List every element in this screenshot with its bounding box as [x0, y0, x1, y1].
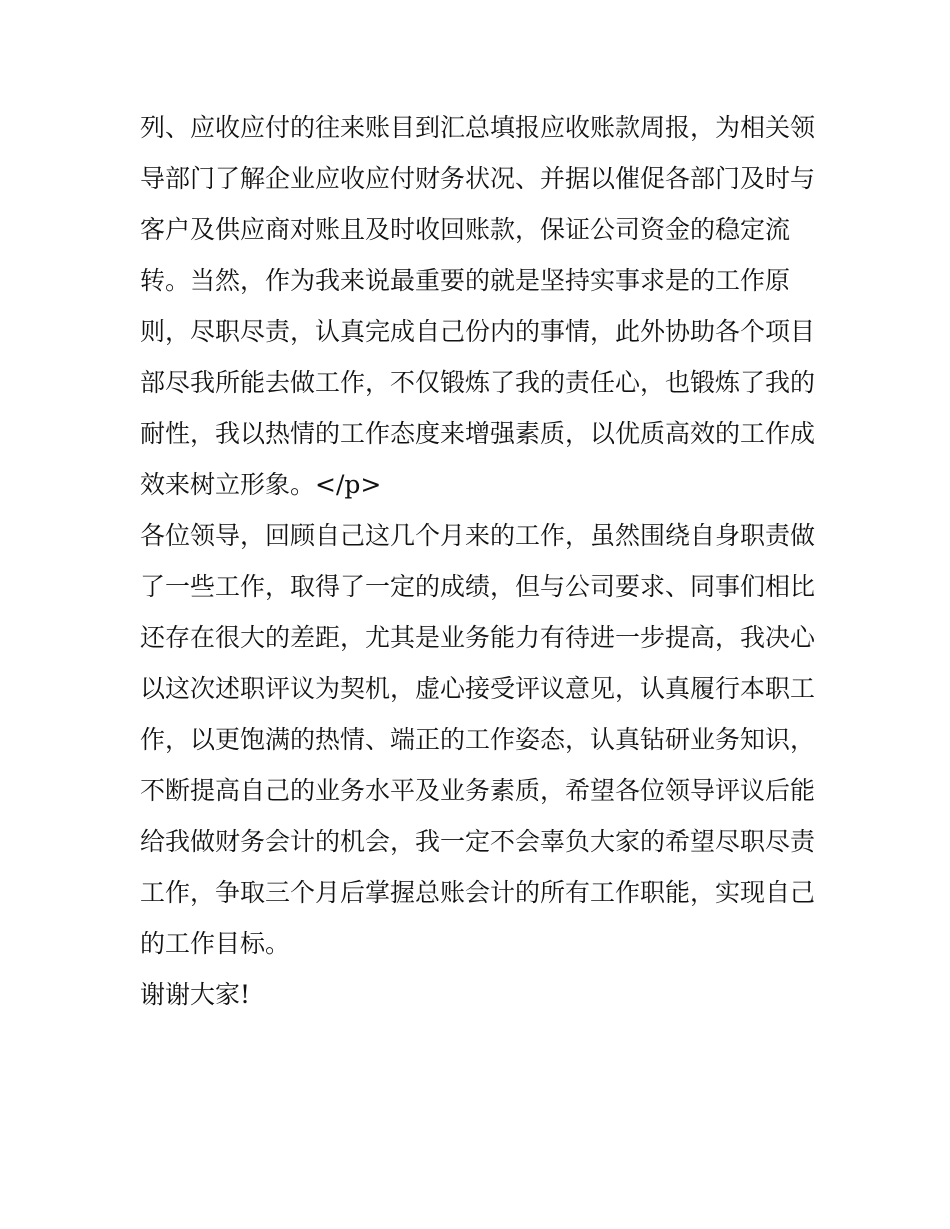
closing-line: 谢谢大家!	[140, 980, 251, 1009]
text-line: 给我做财务会计的机会，我一定不会辜负大家的希望尽职尽责	[140, 827, 816, 856]
text-line: 还存在很大的差距，尤其是业务能力有待进一步提高，我决心	[140, 623, 816, 652]
text-line: 则，尽职尽责，认真完成自己份内的事情，此外协助各个项目	[140, 317, 816, 346]
text-line: 客户及供应商对账且及时收回账款，保证公司资金的稳定流	[140, 215, 791, 244]
text-line: 了一些工作，取得了一定的成绩，但与公司要求、同事们相比	[140, 572, 816, 601]
text-line: 的工作目标。	[140, 929, 291, 958]
text-line: 作，以更饱满的热情、端正的工作姿态，认真钻研业务知识，	[140, 725, 816, 754]
text-line: 部尽我所能去做工作，不仅锻炼了我的责任心，也锻炼了我的	[140, 368, 816, 397]
text-line: 耐性，我以热情的工作态度来增强素质，以优质高效的工作成	[140, 419, 816, 448]
text-line: 以这次述职评议为契机，虚心接受评议意见，认真履行本职工	[140, 674, 816, 703]
text-line: 不断提高自己的业务水平及业务素质，希望各位领导评议后能	[140, 776, 816, 805]
text-line: 列、应收应付的往来账目到汇总填报应收账款周报，为相关领	[140, 113, 816, 142]
text-line: 转。当然，作为我来说最重要的就是坚持实事求是的工作原	[140, 266, 791, 295]
text-line: 各位领导，回顾自己这几个月来的工作，虽然围绕自身职责做	[140, 521, 816, 550]
text-line: 导部门了解企业应收应付财务状况、并据以催促各部门及时与	[140, 164, 816, 193]
text-line: 工作，争取三个月后掌握总账会计的所有工作职能，实现自己	[140, 878, 816, 907]
text-line: 效来树立形象。</p>	[140, 470, 382, 499]
document-body	[140, 102, 820, 1020]
